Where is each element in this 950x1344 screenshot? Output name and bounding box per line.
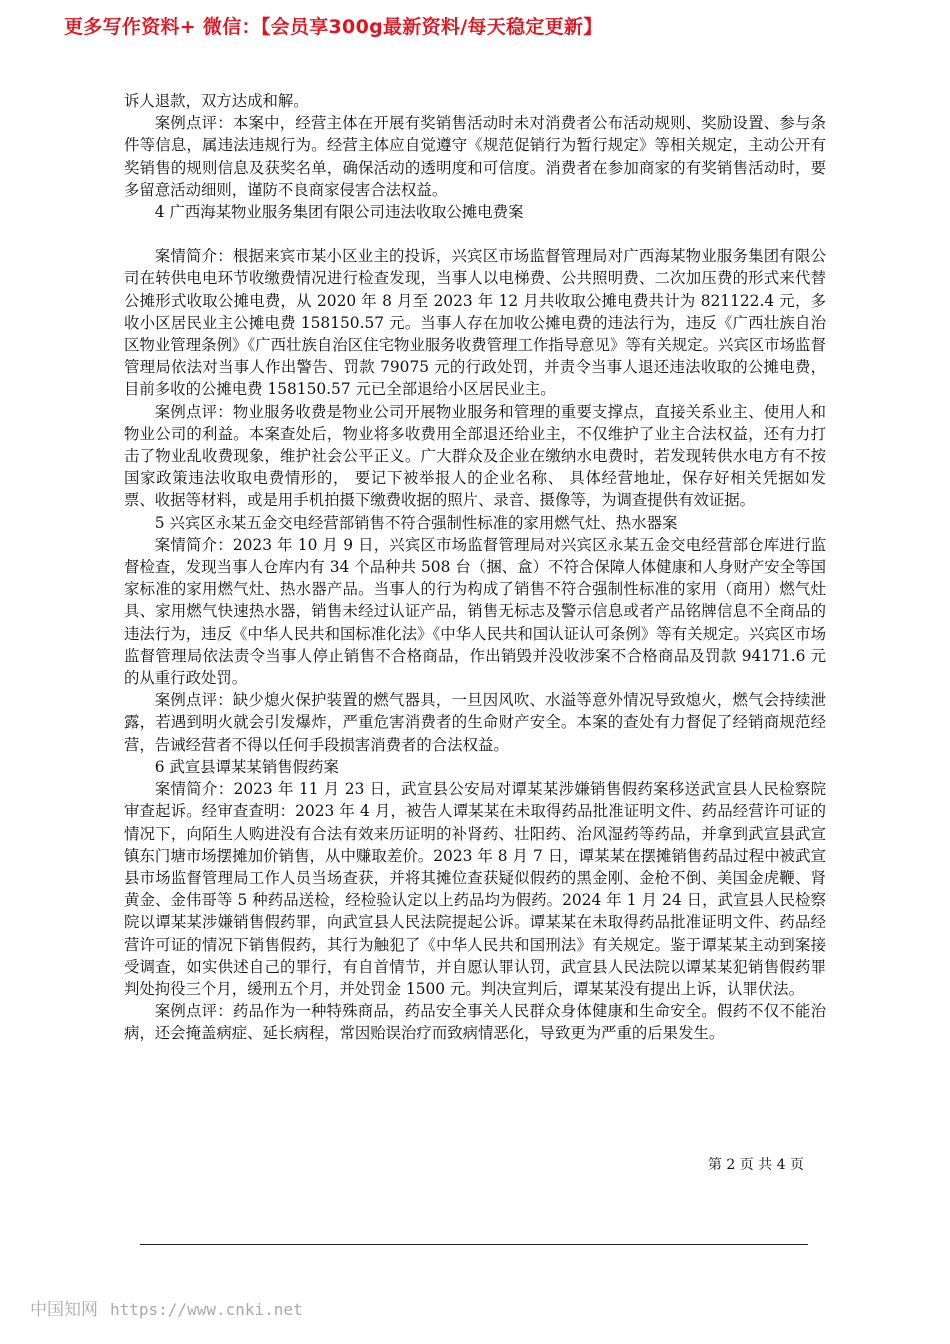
- watermark-name: 中国知网: [30, 1300, 98, 1320]
- paragraph: 案例点评：物业服务收费是物业公司开展物业服务和管理的重要支撑点，直接关系业主、使用人和物业公司的利益。本案查处后，物业将多收费用全部退还给业主，不仅维护了业主合法权益，还有力打击了物业乱收费现象，维护社会公平正义。广大群众及企业在缴纳水电费时，若发现转供水电方有不按国家政策违法收取电费情形的， 要记下被举报人的企业名称、 具体经营地址，保存好相关凭据如发票、收据等材料，或是用手机拍摄下缴费收据的照片、录音、摄像等，为调查提供有效证据。: [124, 402, 826, 510]
- paragraph: 案例点评：缺少熄火保护装置的燃气器具，一旦因风吹、水溢等意外情况导致熄火，燃气会持续泄露，若遇到明火就会引发爆炸，严重危害消费者的生命财产安全。本案的查处有力督促了经销商规范经营，告诫经营者不得以任何手段损害消费者的合法权益。: [124, 691, 826, 754]
- case-heading: 6 武宣县谭某某销售假药案: [154, 757, 339, 776]
- watermark-url: https://www.cnki.net: [110, 1300, 303, 1319]
- footer-divider: [140, 1244, 808, 1245]
- cnki-watermark: [30, 1295, 303, 1320]
- promo-banner: 更多写作资料+ 微信：【会员享300g最新资料/每天稳定更新】: [64, 16, 603, 38]
- paragraph: 案情简介：2023 年 11 月 23 日，武宣县公安局对谭某某涉嫌销售假药案移送武宣县人民检察院审查起诉。经审查查明：2023 年 4 月，被告人谭某某在未取得药品批准证明文件、药品经营许可证的情况下，向陌生人购进没有合法有效来历证明的补肾药、壮阳药、治风湿药等药品，并拿到武宣县武宣镇东门塘市场摆摊加价销售，从中赚取差价。2023 年 8 月 7 日，谭某某在摆摊销售药品过程中被武宣县市场监督管理局工作人员当场查获，并将其摊位查获疑似假药的黑金刚、金枪不倒、美国金虎鞭、肾黄金、金伟哥等 5 种药品送检，经检验认定以上药品均为假药。2024 年 1 月 24 日，武宣县人民检察院以谭某某涉嫌销售假药罪，向武宣县人民法院提起公诉。谭某某在未取得药品批准证明文件、药品经营许可证的情况下销售假药，其行为触犯了《中华人民共和国刑法》有关规定。鉴于谭某某主动到案接受调查，如实供述自己的罪行，有自首情节，并自愿认罪认罚，武宣县人民法院以谭某某犯销售假药罪判处拘役三个月，缓刑五个月，并处罚金 1500 元。判决宣判后，谭某某没有提出上诉，认罪伏法。: [124, 780, 826, 998]
- case-heading: 5 兴宾区永某五金交电经营部销售不符合强制性标准的家用燃气灶、热水器案: [154, 513, 678, 532]
- paragraph: 诉人退款，双方达成和解。: [124, 92, 309, 110]
- page-number: 第 2 页 共 4 页: [707, 1157, 804, 1173]
- document-body: [124, 90, 826, 1045]
- paragraph: 案例点评：药品作为一种特殊商品，药品安全事关人民群众身体健康和生命安全。假药不仅不能治病，还会掩盖病症、延长病程，常因贻误治疗而致病情恶化，导致更为严重的后果发生。: [124, 1002, 826, 1043]
- blank-line: [124, 223, 826, 245]
- case-heading: 4 广西海某物业服务集团有限公司违法收取公摊电费案: [154, 203, 524, 222]
- paragraph: 案例点评：本案中，经营主体在开展有奖销售活动时未对消费者公布活动规则、奖励设置、参与条件等信息，属违法违规行为。经营主体应自觉遵守《规范促销行为暂行规定》等相关规定，主动公开有奖销售的规则信息及获奖名单，确保活动的透明度和可信度。消费者在参加商家的有奖销售活动时，要多留意活动细则，谨防不良商家侵害合法权益。: [124, 114, 826, 199]
- paragraph: 案情简介：根据来宾市某小区业主的投诉，兴宾区市场监督管理局对广西海某物业服务集团有限公司在转供电电环节收缴费情况进行检查发现，当事人以电梯费、公共照明费、二次加压费的形式来代替公摊形式收取公摊电费，从 2020 年 8 月至 2023 年 12 月共收取公摊电费共计为 821122.4 元，多收小区居民业主公摊电费 158150.57 元。当事人存在加收公摊电费的违法行为，违反《广西壮族自治区物业管理条例》《广西壮族自治区住宅物业服务收费管理工作指导意见》等有关规定。兴宾区市场监督管理局依法对当事人作出警告、罚款 79075 元的行政处罚，并责令当事人退还违法收取的公摊电费，目前多收的公摊电费 158150.57 元已全部退给小区居民业主。: [124, 247, 826, 399]
- paragraph: 案情简介：2023 年 10 月 9 日，兴宾区市场监督管理局对兴宾区永某五金交电经营部仓库进行监督检查，发现当事人仓库内有 34 个品种共 508 台（捆、盒）不符合保障人体健康和人身财产安全等国家标准的家用燃气灶、热水器产品。当事人的行为构成了销售不符合强制性标准的家用（商用）燃气灶具、家用燃气快速热水器，销售未经过认证产品，销售无标志及警示信息或者产品铭牌信息不全商品的违法行为，违反《中华人民共和国标准化法》《中华人民共和国认证认可条例》等有关规定。兴宾区市场监督管理局依法责令当事人停止销售不合格商品，作出销毁并没收涉案不合格商品及罚款 94171.6 元的从重行政处罚。: [124, 535, 826, 688]
